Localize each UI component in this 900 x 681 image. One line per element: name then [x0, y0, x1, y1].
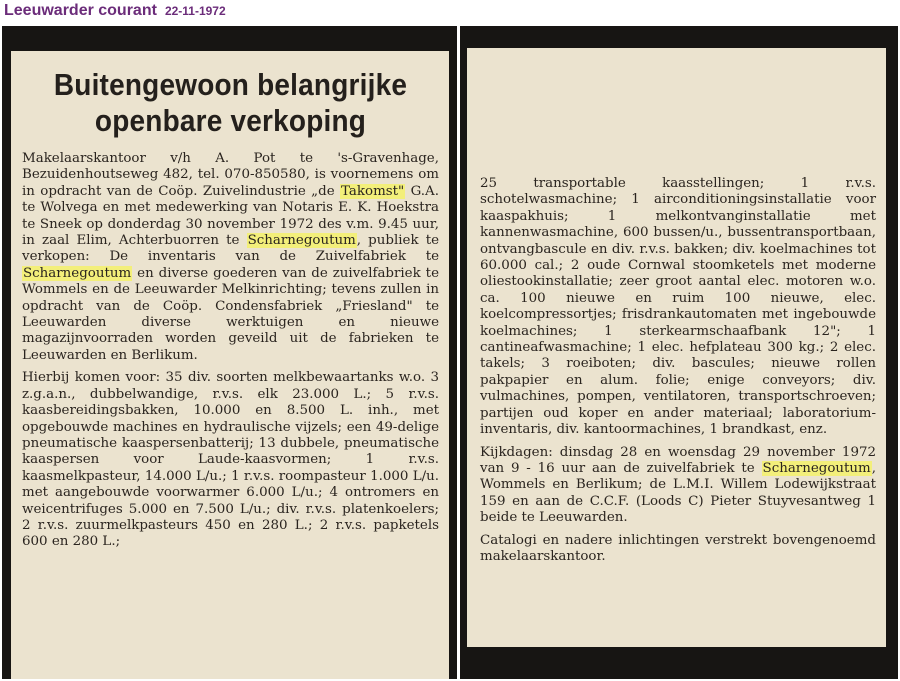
- text-run: Makelaarskantoor v/h A. Pot te 's-Gravenhage, Bezuidenhoutseweg 482, tel. 070-850580, is voornemens om in opdracht van de Coöp. Zuivelindustrie „de: [22, 151, 439, 199]
- search-highlight: Scharnegoutum: [247, 233, 356, 249]
- text-run: , Wommels en Berlikum; de L.M.I. Willem Lodewijkstraat 159 en aan de C.C.F. (Loods C) Pieter Stuyvesantweg 1 beide te Leeuwarden.: [480, 460, 876, 526]
- headline-line-2: openbare verkoping: [94, 103, 367, 138]
- article-headline: [22, 67, 439, 139]
- newsprint-right: [467, 48, 886, 647]
- paragraph-viewing-days: [480, 445, 876, 527]
- headline-line-1: Buitengewoon belangrijke: [53, 67, 408, 102]
- paragraph-intro: [22, 151, 439, 364]
- text-run: en diverse goederen van de zuivelfabriek te Wommels en de Leeuwarder Melkinrichting; tevens zullen in opdracht van de Coöp. Condensfabriek „Friesland" te Leeuwarden diverse werktuigen en nieuwe magazijnvoorraden worden geveild uit de fabrieken te Leeuwarden en Berlikum.: [22, 265, 439, 363]
- newsprint-left: [11, 51, 449, 679]
- search-highlight: Takomst": [341, 183, 405, 199]
- paragraph-items-part2: 25 transportable kaasstellingen; 1 r.v.s. schotelwasmachine; 1 airconditioningsinstallatie voor kaaspakhuis; 1 melkontvanginstallatie met kannenwasmachine, 600 bussen/u., bussentransportbaan, ontvangbascule en div. r.v.s. bakken; div. koelmachines tot 60.000 cal.; 2 oude Cornwal stoomketels met moderne oliestookinstallatie; zeer groot aantal elec. motoren w.o. ca. 100 nieuwe en ruim 100 nieuwe, elec. koelcompressortjes; frisdrankautomaten met ingebouwde koelmachines; 1 sterkearmschaafbank 12"; 1 cantineafwasmachine; 1 elec. hefplateau 300 kg.; 2 elec. takels; 3 roeiboten; div. bascules; nieuwe rollen pakpapier en alum. folie; enige conveyors; div. vulmachines, pompen, ventilatoren, transportschroeven; partijen oud koper en ander materiaal; laboratorium-inventaris, div. kantoormachines, 1 brandkast, enz.: [480, 176, 876, 438]
- text-run: G.A. te Wolvega en met medewerking van Notaris E. K. Hoekstra te Sneek op donderdag 30 november 1972 des v.m. 9.45 uur, in zaal Elim, Achterbuorren te: [22, 183, 439, 249]
- search-highlight: Scharnegoutum: [762, 460, 871, 476]
- paragraph-items-part1: Hierbij komen voor: 35 div. soorten melkbewaartanks w.o. 3 z.g.a.n., dubbelwandige, r.v.s. elk 23.000 L.; 5 r.v.s. kaasbereidingsbakken, 10.000 en 8.500 L. inh., met opgebouwde machines en hydraulische vijzels; een 49-delige pneumatische kaaspersenbatterij; 13 dubbele, pneumatische kaaspersen voor Laude-kaasvormen; 1 r.v.s. kaasmelkpasteur, 14.000 L/u.; 1 r.v.s. roompasteur 1.000 L/u. met aangebouwde voorwarmer 6.000 L/u.; 4 ontromers en weicentrifuges 5.000 en 7.500 L/u.; div. r.v.s. platenkoelers; 2 r.v.s. zuurmelkpasteurs 450 en 280 L.; 2 r.v.s. papketels 600 en 280 L.;: [22, 370, 439, 550]
- search-highlight: Scharnegoutum: [23, 265, 132, 281]
- publication-name: Leeuwarder courant: [4, 2, 157, 19]
- publication-date: 22-11-1972: [164, 4, 226, 18]
- text-run: Kijkdagen: dinsdag 28 en woensdag 29 november 1972 van 9 - 16 uur aan de zuivelfabriek te: [480, 444, 876, 476]
- clipping-left-column: [2, 26, 457, 679]
- page-header: [4, 2, 226, 24]
- text-run: , publiek te verkopen: De inventaris van de Zuivelfabriek te: [22, 233, 439, 265]
- paragraph-catalogue: Catalogi en nadere inlichtingen verstrekt bovengenoemd makelaarskantoor.: [480, 532, 876, 564]
- clipping-right-column: [460, 26, 898, 679]
